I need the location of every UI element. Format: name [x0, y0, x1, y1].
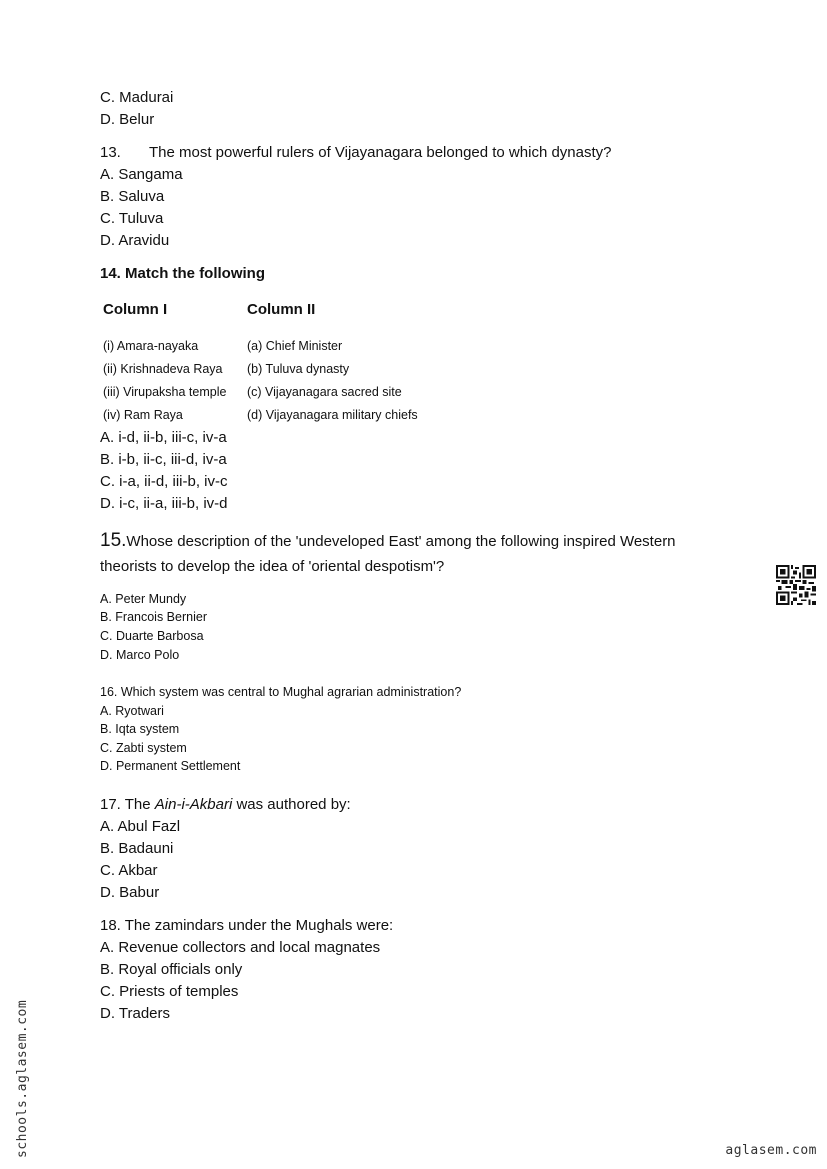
- q15-line1: [100, 530, 676, 552]
- q16-text: 16. Which system was central to Mughal agrarian administration?: [100, 685, 462, 699]
- q17-option: B. Badauni: [100, 840, 174, 857]
- q13-option: D. Aravidu: [100, 232, 170, 249]
- q14-option: C. i-a, ii-d, iii-b, iv-c: [100, 473, 228, 490]
- q18-option: B. Royal officials only: [100, 961, 243, 978]
- option-d-belur: D. Belur: [100, 111, 155, 128]
- q13-number: 13.: [100, 144, 121, 161]
- q18-option: D. Traders: [100, 1005, 171, 1022]
- q15-option: D. Marco Polo: [100, 648, 180, 662]
- q14-col2-item: (b) Tuluva dynasty: [247, 362, 350, 376]
- q14-col2-item: (a) Chief Minister: [247, 339, 343, 353]
- q14-column2-header: Column II: [247, 301, 316, 318]
- q16-option: A. Ryotwari: [100, 704, 164, 718]
- q15-option: B. Francois Bernier: [100, 610, 207, 624]
- q13-option: A. Sangama: [100, 166, 183, 183]
- option-c-madurai: C. Madurai: [100, 89, 174, 106]
- q14-column1-header: Column I: [103, 301, 168, 318]
- q14-option: A. i-d, ii-b, iii-c, iv-a: [100, 429, 227, 446]
- q15-text-line2: theorists to develop the idea of 'oriental despotism'?: [100, 558, 445, 575]
- q14-option: D. i-c, ii-a, iii-b, iv-d: [100, 495, 228, 512]
- q14-col2-item: (c) Vijayanagara sacred site: [247, 385, 402, 399]
- q14-col1-item: (ii) Krishnadeva Raya: [103, 362, 223, 376]
- q15-option: C. Duarte Barbosa: [100, 629, 204, 643]
- q13-option: B. Saluva: [100, 188, 165, 205]
- corner-watermark: aglasem.com: [725, 1143, 817, 1158]
- side-watermark: schools.aglasem.com: [15, 999, 30, 1158]
- q13-text: The most powerful rulers of Vijayanagara belonged to which dynasty?: [149, 144, 612, 161]
- q17-suffix: was authored by:: [232, 796, 351, 813]
- q15-text-line1: Whose description of the 'undeveloped East' among the following inspired Western: [126, 533, 676, 550]
- q15-option: A. Peter Mundy: [100, 592, 187, 606]
- q13-option: C. Tuluva: [100, 210, 164, 227]
- q18-option: C. Priests of temples: [100, 983, 239, 1000]
- q17-option: D. Babur: [100, 884, 160, 901]
- q18-text: 18. The zamindars under the Mughals were:: [100, 917, 394, 934]
- q17-option: A. Abul Fazl: [100, 818, 181, 835]
- q16-option: B. Iqta system: [100, 722, 180, 736]
- q17-text: [100, 796, 351, 813]
- q14-col1-item: (iv) Ram Raya: [103, 408, 183, 422]
- q16-option: D. Permanent Settlement: [100, 759, 241, 773]
- q14-option: B. i-b, ii-c, iii-d, iv-a: [100, 451, 227, 468]
- qr-code-icon: [776, 565, 816, 605]
- q14-col2-item: (d) Vijayanagara military chiefs: [247, 408, 418, 422]
- q14-title: 14. Match the following: [100, 265, 266, 282]
- q14-col1-item: (iii) Virupaksha temple: [103, 385, 227, 399]
- q16-option: C. Zabti system: [100, 741, 187, 755]
- q17-prefix: 17. The: [100, 796, 155, 813]
- q17-option: C. Akbar: [100, 862, 158, 879]
- q14-col1-item: (i) Amara-nayaka: [103, 339, 199, 353]
- q18-option: A. Revenue collectors and local magnates: [100, 939, 381, 956]
- q17-book-title: Ain-i-Akbari: [154, 796, 233, 813]
- q15-number: 15.: [100, 530, 127, 551]
